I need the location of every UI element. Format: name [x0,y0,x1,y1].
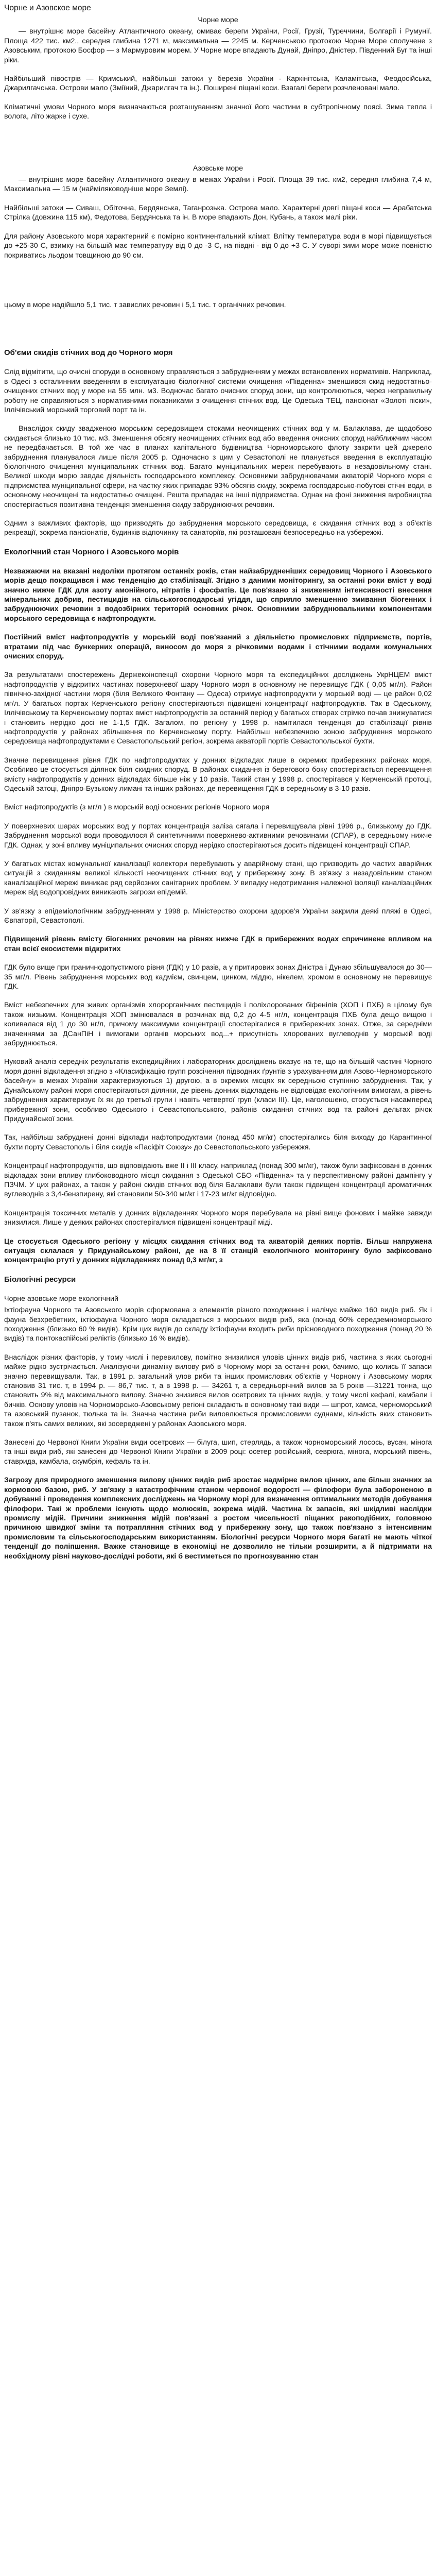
paragraph: Значне перевищення рівня ГДК по нафтопродуктах у донних відкладах лише в окремих прибережних районах моря. Особливо це стосується ділянок біля скидних споруд. В районах скидання із берегового боку спостерігається перевищення вмісту нафтопродуктів у донних відкладах більше ніж у 10 разів. Такий стан у 1998 р. спостерігався у Керченській протоці, Одеській затоці, Дніпро-Бузькому лимані та інших районах, де перевищення ГДК в середньому в 3-10 разів. [4,756,432,793]
paragraph: Концентрація токсичних металів у донних відкладеннях Чорного моря перебувала на рівні вище фонових і майже завжди знизилися. Лише у деяких районах спостерігалися підвищені концентрації міді. [4,1209,432,1227]
paragraph: Нуковий аналіз середніх результатів експедиційних і лабораторних досліджень вказує на те, що на більшій частині Чорного моря донні відкладення згідно з «Класифікацію групп розсічення підводних ґрунтів з урахуванням для Азово-Черноморського басейну» в межах України характеризуються 1) другою, а в окремих місцях як середньою ступінню забруднення. Так, у Дунайському районі моря спостерігаються ділянки, де рівень донних відкладень не відповідає екологічним вимогам, а рівень забруднення характеризує їх як до третьої групи і навіть четвертої груп (класи III). Це, наголошено, стосується насамперед прибережної зони, особливо Одеського і Севастопольського, районів скидання стічних вод та районі дельтах річок Придунайської зони. [4,1058,432,1123]
paragraph: — внутрішнє море басейну Атлантичного океану в межах України і Росії. Площа 39 тис. км2, середня глибина 7,4 м, Максимальна — 15 м (найміляководніше море Землі). [4,176,432,194]
section-heading-ecological-state: Екологічний стан Чорного і Азовського морів [4,547,179,556]
paragraph: Вміст нафтопродуктів (з мг/л ) в морській воді основних регіонів Чорного моря [4,803,270,812]
paragraph: Так, найбільш забруднені донні відклади нафтопродуктами (понад 450 мг/кг) спостерігались біля виходу до Карантинної бухти порту Севастополь і біля скидів «Пасіфіт Союзу» до Севастопольського узбережжя. [4,1133,432,1151]
page-title: Чорне и Азовское море [4,4,91,12]
section-heading-biological-resources: Біологічні ресурси [4,1275,76,1284]
paragraph: Найбільші затоки — Сиваш, Обіточна, Бердянська, Таганрозька. Острова мало. Характерні довгі піщані коси — Арабатська Стрілка (довжина 115 км), Федотова, Бердянська та ін. В море впадають Дон, Кубань, а також малі ріки. [4,204,432,222]
paragraph: У багатьох містах комунальної каналізації колектори перебувають у аварійному стані, що призводить до частих аварійних ситуацій з скиданням великої кількості неочищених стічних вод у прибережну зону. В зв'язку з незадовільним станом каналізаційної мережі виникає ряд серйозних санітарних проблем. У випадку недотримання належної ізоляції каналізаційних мереж від водопровідних виникають загрози епідемій. [4,859,432,897]
paragraph: Внаслідок різних факторів, у тому числі і перевилову, помітно знизилися уловів цінних видів риб, частина з яких сьогодні майже рідко зустрічається. Аналізуючи динаміку вилову риб в Чорному морі за останні роки, бачимо, що колись її запаси значно перевищували. Так, в 1991 р. загальний улов риби та інших промислових об'єктів у Чорному і Азовському морях становив 31 тис. т, в 1994 р. — 86,7 тис. т, а в 1998 р. — 34261 т, а середньорічний вилов за 5 років —31221 тонна, що становить 9% від максимального вилову. Значно знизився вилов осетрових та цінних видів, у тому числі кефалі, камбали і бичків. Основу уловів на Чорноморсько-Азовському регіоні складають в основному такі види — шпрот, хамса, черноморський та азовський пузанок, тюлька та ін. Значна частина риби виловлюється промисловими суднами, кількість яких становить також п'ять самих великих, які зосереджені у районах Азовського моря. [4,1353,432,1428]
bold-paragraph: Підвищений рівень вмісту біогенних речовин на рівнях нижче ГДК в прибережних водах спричинене впливом на стан всієї екосистеми відкритих [4,935,432,953]
paragraph: цьому в море надійшло 5,1 тис. т завислих речовин і 5,1 тис. т органічних речовин. [4,300,286,309]
subheading: Чорне азовське море екологічний [4,1294,118,1303]
section-heading-black-sea: Чорне море [198,16,238,24]
paragraph: Найбільший півострів — Кримський, найбільші затоки у березів України - Каркінітська, Каламітська, Феодосійська, Джарилгачська. Острови мало (Зміїний, Джарилгач та ін.). Поширені піщані коси. Взагалі береги розчленовані мало. [4,75,432,93]
bold-paragraph: Постійний вміст нафтопродуктів у морській воді пов'язаний з діяльністю промислових підприємств, портів, втратами під час бункерних операцій, виносом до моря з річковими водами і стічними водами комунальних очисних споруд. [4,633,432,661]
bold-paragraph: Це стосується Одеського регіону у місцях скидання стічних вод та акваторій деяких портів. Більш напружена ситуація склалася у Придунайському районі, де на 8 її станцій екологічного моніторингу було зафіксовано концентрацію ртуті у донних відкладеннях понад 0,3 мг/кг, з [4,1237,432,1265]
blank-space [4,319,432,338]
blank-space [4,131,432,162]
paragraph: Для району Азовського моря характерний є помірно континентальний клімат. Влітку температура води в морі підвищується до +25-30 С, взимку на більшій має температуру від 0 до -3 С, на півдні - від 0 до +3 С. У суворі зими море може повністю покриватись льодом товщиною до 90 см. [4,232,432,260]
paragraph: За результатами спостережень Держекоінспекції охорони Чорного моря та експедиційних досліджень УкрНЦЕМ вміст нафтопродуктів у відкритих частинах поверхневої шару Чорного моря в основному не перевищує ГДК ( 0,05 мг/л). Район північно-західної частини моря (біля Великого Фонтану — Одеса) отримує нафтопродукти у морській воді — це район 0,02 мг/л. У багатьох портах Керченського регіону спостерігаються підвищені концентрації нафтопродуктів. Так в Одеському, Іллічівському та Керченському портах вміст нафтопродуктів за останній період у багатьох створах стрімко почав знижуватися і становить нерідко досі не 1-1,5 ГДК. Загалом, по регіону у 1998 р. намітилася тенденція до стабілізації рівнів нафтопродуктів у районах збільшення по Керченському порту. Найбільш небезпечною зоною забруднення морського середовища нафтопродуктами є Севастопольський регіон, зокрема акваторії портів Севастопольської бухти. [4,671,432,746]
paragraph: Кліматичні умови Чорного моря визначаються розташуванням значної його частини в субтропічному поясі. Зима тепла і волога, літо жарке і сухе. [4,103,432,121]
paragraph: — внутрішнє море басейну Атлантичного океану, омиває береги України, Росії, Грузії, Туреччини, Болгарії і Румунії. Площа 422 тис. км2., середня глибина 1271 м, максимальна — 2245 м. Керченською протокою Чорне Море сполучене з Азовським, протокою Босфор — з Мармуровим морем. У Чорне море впадають Дунай, Дніпро, Дністер, Південний Буг та інші ріки. [4,27,432,64]
paragraph: ГДК було вище при граничнодопустимого рівня (ГДК) у 10 разів, а у притирових зонах Дністра і Дунаю збільшувалося до 30—35 мг/л. Рівень забруднення морських вод кадмієм, свинцем, цинком, міддю, нікелем, хромом в основному не перевищує ГДК. [4,963,432,991]
paragraph: У зв'язку з епідеміологічним забрудненням у 1998 р. Міністерство охорони здоров'я України закрили деякі пляжі в Одесі, Євпаторії, Севастополі. [4,907,432,925]
paragraph: Слід відмітити, що очисні споруди в основному справляються з забрудненням у межах встановлених нормативів. Наприклад, в Одесі з осталинним введенням в експлуатацію біологічної системи очищення «Південна» зменшився скид недостатньо-очищених стічних вод у море на 55 млн. м3. Водночас багато очисних споруд зони, що контролюються, через неправильну роботу не справляються з нормативними показниками з очищення стічних вод. Це Одеська ТЕЦ, пансіонат «Золоті піски», Іллічівський морський торговий порт та ін. [4,368,432,414]
paragraph: Вміст небезпечних для живих організмів хлорорганічних пестицидів і поліхлорованих біфенілів (ХОП і ПХБ) в цілому був також низьким. Концентрація ХОП змінювалася в розчинах від 0,2 до 4-5 нг/л, концентрація ПХБ була дещо вищою і коливалася від 1 до 30 нг/л, причому максимуми концентрації спостерігалися в прибережних зонах. Отже, за середніми значеннями за ДСанПіН і вимогами органів морських вод...+ присутність хлорованих вуглеводнів у морській воді забруднюється. [4,1001,432,1048]
section-heading-azov-sea: Азовське море [193,164,243,173]
paragraph: Іхтіофауна Чорного та Азовського морів сформована з елементів різного походження і налічує майже 160 видів риб. Як і фауна безхребетних, іхтіофауна Чорного моря складається з морських видів риб, яка (понад 60% середземноморського походження (близько 60 % видів). Крім цих видів до складу іхтіофауни входить риби прісноводного походження (понад 20 % видів) та понтокаспійські реліктів (близько 16 % видів). [4,1306,432,1343]
blank-space [4,269,432,300]
paragraph: Внаслідок скиду звадженою морським середовищем стоками неочищених стічних вод у м. Балаклава, де щодобово скидається близько 10 тис. м3. Зменшення обсягу неочищених стічних вод або введення очисних споруд найближчим часом не передбачається. В той же час в планах капітального будівництва Чорноморського флоту закрити цей джерело забруднення планувалося лише після 2005 р. Одночасно з цим у Севастополі не планується введення в експлуатацію біологічного очищення муніципальних стічних вод. Багато муніципальних мереж перебувають в незадовільному стані. Великої шкоди морю завдає діяльність господарського комплексу. Основними забруднювачами акваторій Чорного моря є підприємства муніципальної сфери, на частку яких припадає 93% обсягів скиду, зокрема господарсько-побутові стічні води, в основному неочищені та недостатньо очищені. Решта припадає на інші підприємства. Однак на фоні зниження виробництва спостерігається позитивна тенденція зменшення скиду забруднюючих речовин. [4,425,432,509]
paragraph: Занесені до Червоної Книги України види осетрових — білуга, шип, стерлядь, а також чорноморський лосось, вусач, мінога та інші види риб, які занесені до Червоної Книги України в 2009 році: осетер російський, севрюга, мінога, морський півень, ставрида, камбала, скумбрія, кефаль та ін. [4,1438,432,1466]
bold-paragraph: Загрозу для природного зменшення вилову цінних видів риб зростає надмірне вилов цінних, але більш значних за кормовою базою, риб. У зв'язку з катастрофічним станом червоної водорості — філофори була забороненою в добуванні і проведення комплексних досліджень на Чорному морі для визначення оптимальних методів добування філофори. Такі ж проблеми існують щодо молюсків, зокрема мідій. Частина їх запасів, які шкідливі наслідки промислу мідій. Причини зникнення мідій пов'язані з ростом чисельності піщаних ракоподібних, головною причиною швидкої зміни та потрапляння стічних вод у прибережну зону, що також пов'язано з інтенсивним промисловим та сільськогосподарським використанням. Біологічні ресурси Чорного моря багаті не мають чіткої тенденції до поліпшення. Важке становище в економіці не дозволило не тільки розширити, а й підтримати на необхідному рівні науково-дослідні роботи, які б вестиметься по прогнозуванню стан [4,1476,432,1561]
bold-paragraph: Незважаючи на вказані недоліки протягом останніх років, стан найзабрудненіших середовищ Чорного і Азовського морів дещо покращився і має тенденцію до стабілізації. Згідно з даними моніторингу, за останні роки вміст у воді значно нижче ГДК для азоту амонійного, нітратів і фосфатів. Це пов'язано зі зниженням інтенсивності внесення мінеральних добрив, пестицидів на сільськогосподарські угіддя, що сприяло зменшенню змивання біогенних і забруднюючих речовин з водозбірних територій основних річок. Основними забруднювальними компонентами морського середовища є нафтопродукти. [4,567,432,623]
section-heading-wastewater: Об'єми скидів стічних вод до Чорного моря [4,348,173,358]
paragraph: Концентрації нафтопродуктів, що відповідають вже II і III класу, наприклад (понад 300 мг/кг), також були зафіксовані в донних відкладах зони впливу глибоководного місця скидання з Одеської СБО «Південна» та у перспективному районі дампінгу у ПЗЧМ. У цих районах, а також у районі скидів стічних вод біля Балаклави були також підвищені концентрації ароматичних вуглеводнів з 3,4-бензпирену, які становили 50-340 мг/кг і 17-23 мг/кг відповідно. [4,1162,432,1199]
paragraph: Одним з важливих факторів, що призводять до забруднення морського середовища, є скидання стічних вод з об'єктів рекреації, зокрема пансіонатів, будинків відпочинку та санаторіїв, які розташовані безпосередньо на узбережжі. [4,519,432,537]
paragraph: У поверхневих шарах морських вод у портах концентрація залізa сягала і перевищувала рівні 1996 р., близькому до ГДК. Забруднення морської води проводилося й синтетичними поверхнево-активними речовинами (СПАР), в середньому нижче ГДК. Однак, у зоні впливу муніципальних очисних споруд нерідко спостерігаються досить підвищені концентрації СПАР. [4,822,432,850]
